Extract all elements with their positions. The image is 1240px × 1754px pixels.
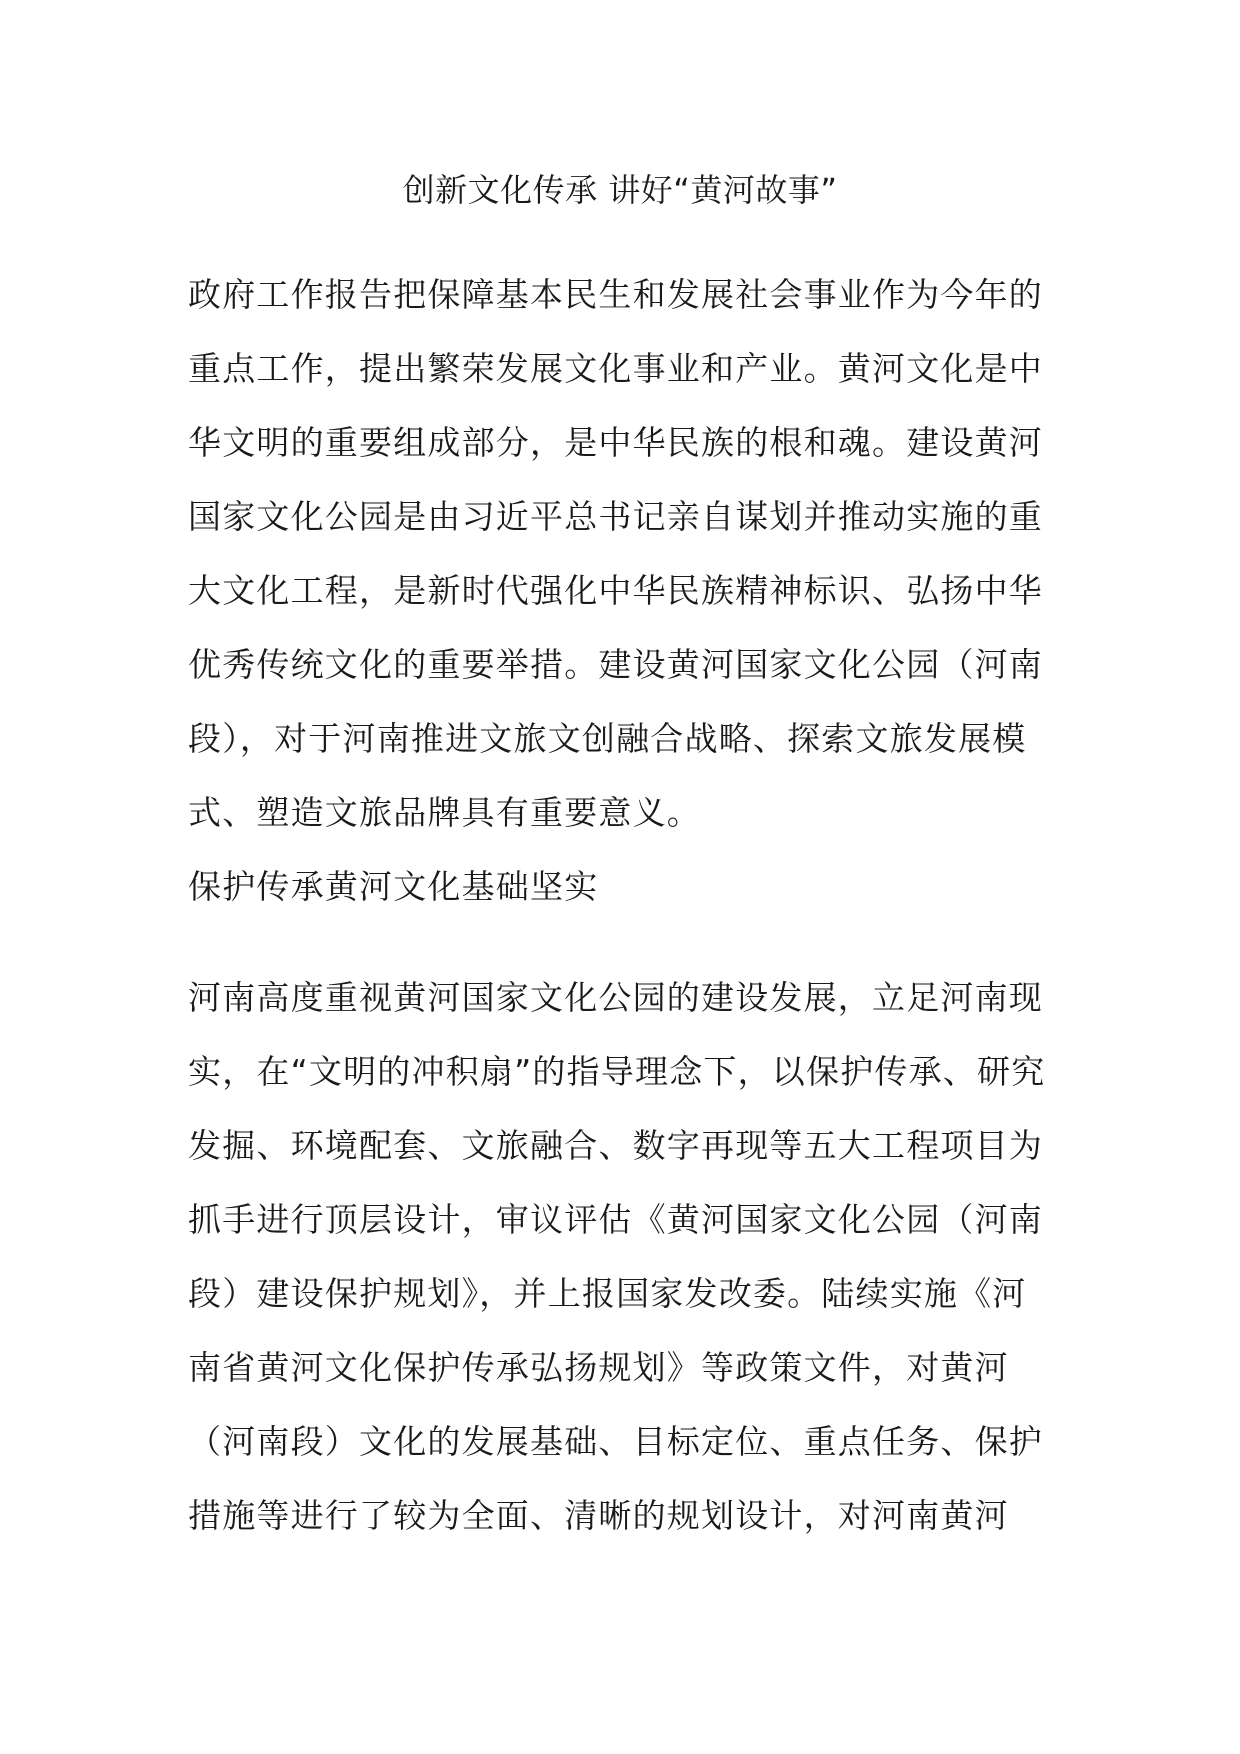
section-heading: 保护传承黄河文化基础坚实 (188, 867, 599, 906)
body-paragraph-intro: 政府工作报告把保障基本民生和发展社会事业作为今年的重点工作，提出繁荣发展文化事业和产业。黄河文化是中华文明的重要组成部分，是中华民族的根和魂。建设黄河国家文化公园是由习近平总书记亲自谋划并推动实施的重大文化工程，是新时代强化中华民族精神标识、弘扬中华优秀传统文化的重要举措。建设黄河国家文化公园（河南段），对于河南推进文旅文创融合战略、探索文旅发展模式、塑造文旅品牌具有重要意义。 (188, 275, 1043, 832)
document-title: 创新文化传承 讲好“黄河故事” (402, 171, 838, 209)
body-paragraph-henan: 河南高度重视黄河国家文化公园的建设发展，立足河南现实，在“文明的冲积扇”的指导理念下，以保护传承、研究发掘、环境配套、文旅融合、数字再现等五大工程项目为抓手进行顶层设计，审议评估《黄河国家文化公园（河南段）建设保护规划》，并上报国家发改委。陆续实施《河南省黄河文化保护传承弘扬规划》等政策文件，对黄河（河南段）文化的发展基础、目标定位、重点任务、保护措施等进行了较为全面、清晰的规划设计，对河南黄河 (188, 978, 1046, 1535)
